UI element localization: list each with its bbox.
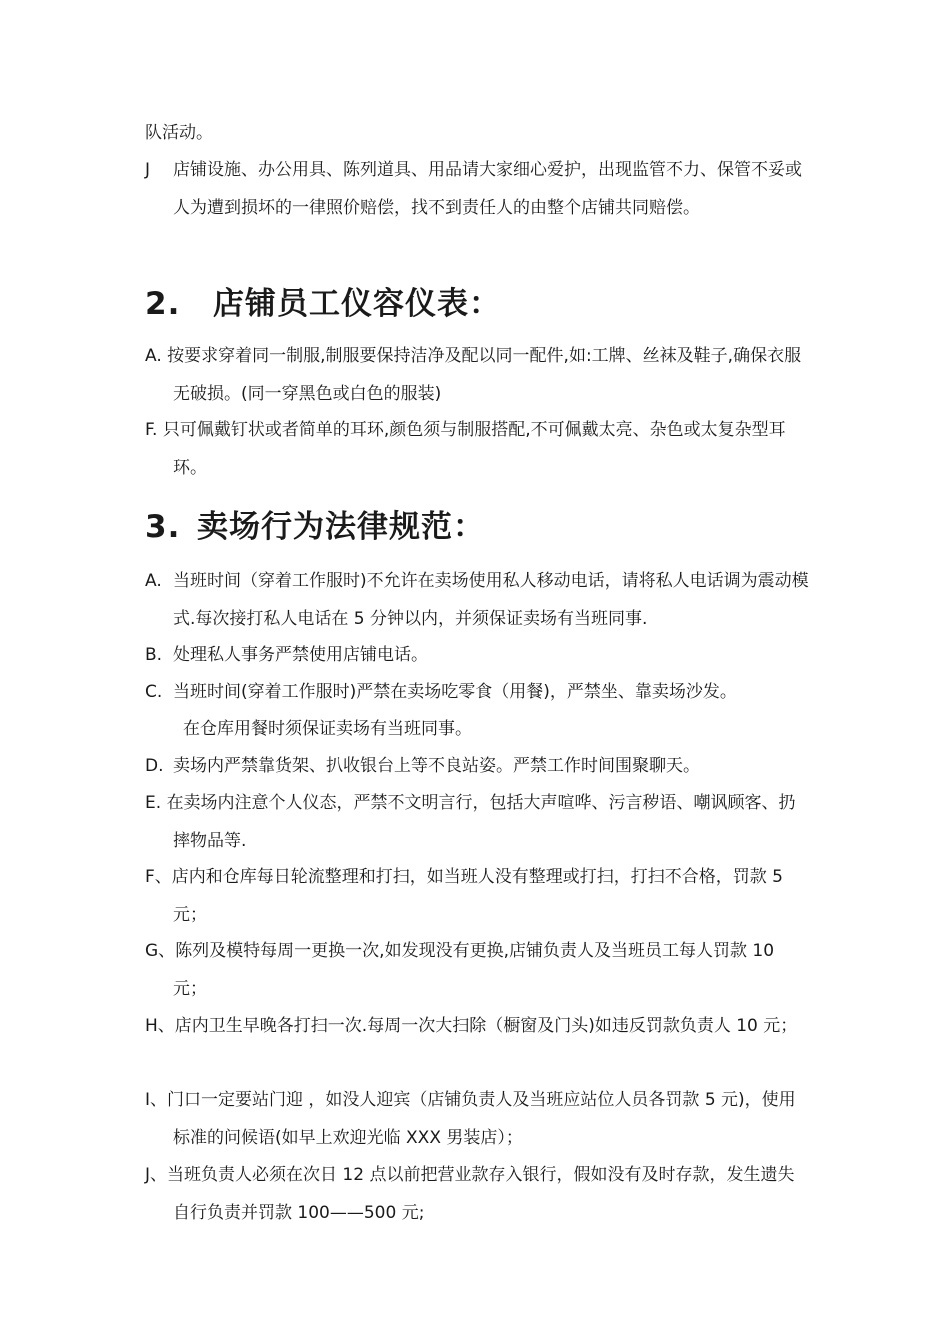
- list-item-a: [145, 338, 810, 413]
- list-marker: C.: [145, 682, 163, 702]
- list-item-c-continuation: [145, 711, 810, 749]
- list-item-text: 在仓库用餐时须保证卖场有当班同事。: [183, 719, 472, 739]
- list-item-d: [145, 748, 810, 786]
- list-item-text: 当班时间（穿着工作服时)不允许在卖场使用私人移动电话，请将私人电话调为震动模式.每次接打私人电话在 5 分钟以内，并须保证卖场有当班同事.: [173, 571, 809, 629]
- continuation-text: 队活动。: [145, 123, 213, 143]
- list-marker: G、: [145, 941, 176, 961]
- list-marker: E.: [145, 793, 162, 813]
- list-marker: F、: [145, 867, 172, 887]
- list-marker: F.: [145, 420, 158, 440]
- list-item-text: 店内和仓库每日轮流整理和打扫，如当班人没有整理或打扫，打扫不合格，罚款 5 元；: [171, 867, 783, 925]
- list-marker: D.: [145, 756, 164, 776]
- section-title: 卖场行为法律规范：: [197, 509, 485, 545]
- list-item-text: 卖场内严禁靠货架、扒收银台上等不良站姿。严禁工作时间围聚聊天。: [173, 756, 700, 776]
- list-item-text: 当班负责人必须在次日 12 点以前把营业款存入银行，假如没有及时存款，发生遗失自行负责并罚款 100——500 元;: [167, 1165, 795, 1223]
- list-item-text: 当班时间(穿着工作服时)严禁在卖场吃零食（用餐)，严禁坐、靠卖场沙发。: [173, 682, 737, 702]
- list-item-text: 在卖场内注意个人仪态，严禁不文明言行，包括大声喧哗、污言秽语、嘲讽顾客、扔摔物品等.: [166, 793, 796, 851]
- list-item-a: [145, 563, 810, 638]
- list-item-j: [145, 152, 810, 227]
- list-item-j: [145, 1157, 810, 1232]
- section-heading-3: [145, 505, 485, 549]
- list-item-text: 门口一定要站门迎 ，如没人迎宾（店铺负责人及当班应站位人员各罚款 5 元)，使用标准的问候语(如早上欢迎光临 XXX 男装店）；: [167, 1090, 796, 1148]
- list-item-text: 按要求穿着同一制服,制服要保持洁净及配以同一配件,如:工牌、丝袜及鞋子,确保衣服无破损。(同一穿黑色或白色的服装): [167, 346, 802, 404]
- section-number: 2.: [145, 286, 181, 322]
- list-marker: B.: [145, 645, 163, 665]
- list-item-e: [145, 785, 810, 860]
- list-marker: I、: [145, 1090, 168, 1110]
- list-item-text: 处理私人事务严禁使用店铺电话。: [173, 645, 428, 665]
- list-item-text: 店铺设施、办公用具、陈列道具、用品请大家细心爱护，出现监管不力、保管不妥或人为遭到损坏的一律照价赔偿，找不到责任人的由整个店铺共同赔偿。: [173, 160, 802, 218]
- list-item-h: [145, 1008, 810, 1046]
- list-marker: J: [145, 160, 151, 180]
- list-item-text: 陈列及模特每周一更换一次,如发现没有更换,店铺负责人及当班员工每人罚款 10 元；: [173, 941, 775, 999]
- list-item-f: [145, 412, 810, 487]
- list-marker: A.: [145, 571, 162, 591]
- list-item-b: [145, 637, 810, 675]
- list-marker: J、: [145, 1165, 168, 1185]
- list-marker: A.: [145, 346, 162, 366]
- section-title: 店铺员工仪容仪表：: [213, 286, 501, 322]
- list-item-text: 店内卫生早晚各打扫一次.每周一次大扫除（橱窗及门头)如违反罚款负责人 10 元；: [174, 1016, 798, 1036]
- list-marker: H、: [145, 1016, 175, 1036]
- list-item-g: [145, 933, 810, 1008]
- section-number: 3.: [145, 509, 181, 545]
- list-item-f: [145, 859, 810, 934]
- list-item-text: 只可佩戴钉状或者简单的耳环,颜色须与制服搭配,不可佩戴太亮、杂色或太复杂型耳环。: [162, 420, 786, 478]
- list-item-c: [145, 674, 810, 712]
- list-item-i: [145, 1082, 810, 1157]
- section-heading-2: [145, 282, 501, 326]
